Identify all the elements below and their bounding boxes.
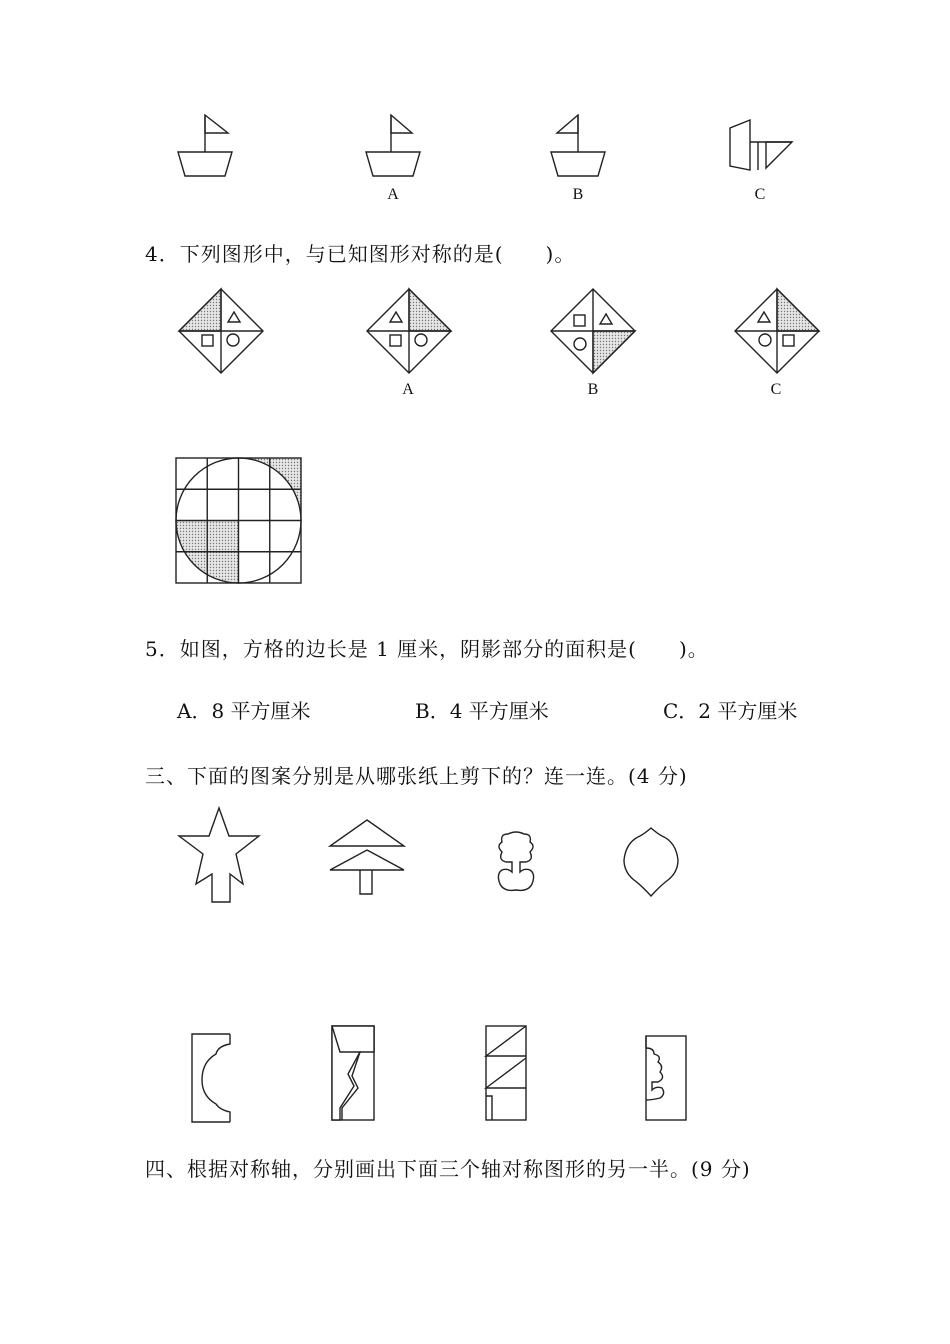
paper-tree-half[interactable] xyxy=(482,1024,532,1124)
q4-option-a-figure[interactable] xyxy=(364,286,454,376)
q4-question: 4．下列图形中，与已知图形对称的是( )。 xyxy=(145,242,576,266)
pattern-lemon[interactable] xyxy=(620,826,682,898)
q3-option-b-label: B xyxy=(572,186,584,203)
q5-grid-figure xyxy=(176,458,304,586)
q4-option-a-label: A xyxy=(402,381,414,398)
q3-option-a-boat[interactable] xyxy=(358,110,428,180)
section4-title: 四、根据对称轴，分别画出下面三个轴对称图形的另一半。(9 分) xyxy=(145,1157,751,1181)
q4-option-b-label: B xyxy=(587,381,599,398)
q5-choice-a[interactable]: A．8 平方厘米 xyxy=(177,699,311,723)
pattern-tree[interactable] xyxy=(326,818,410,900)
q4-option-c-figure[interactable] xyxy=(732,286,822,376)
q3-option-c-label: C xyxy=(754,186,766,203)
paper-star-half[interactable] xyxy=(328,1024,378,1124)
q4-option-b-figure[interactable] xyxy=(548,286,638,376)
paper-lemon-half[interactable] xyxy=(188,1032,238,1126)
q4-given-figure xyxy=(176,286,266,376)
section3-title: 三、下面的图案分别是从哪张纸上剪下的？连一连。(4 分) xyxy=(145,764,688,788)
q5-choice-b[interactable]: B．4 平方厘米 xyxy=(415,699,549,723)
q3-option-b-boat[interactable] xyxy=(543,110,613,180)
paper-flower-half[interactable] xyxy=(640,1034,690,1124)
q3-option-c-boat[interactable] xyxy=(722,110,802,180)
q5-choice-c[interactable]: C．2 平方厘米 xyxy=(663,699,798,723)
q5-question: 5．如图，方格的边长是 1 厘米，阴影部分的面积是( )。 xyxy=(145,637,709,661)
q3-option-a-label: A xyxy=(387,186,399,203)
q3-given-boat xyxy=(170,110,240,180)
pattern-flower[interactable] xyxy=(490,830,542,896)
q4-option-c-label: C xyxy=(770,381,782,398)
pattern-star[interactable] xyxy=(176,806,262,906)
